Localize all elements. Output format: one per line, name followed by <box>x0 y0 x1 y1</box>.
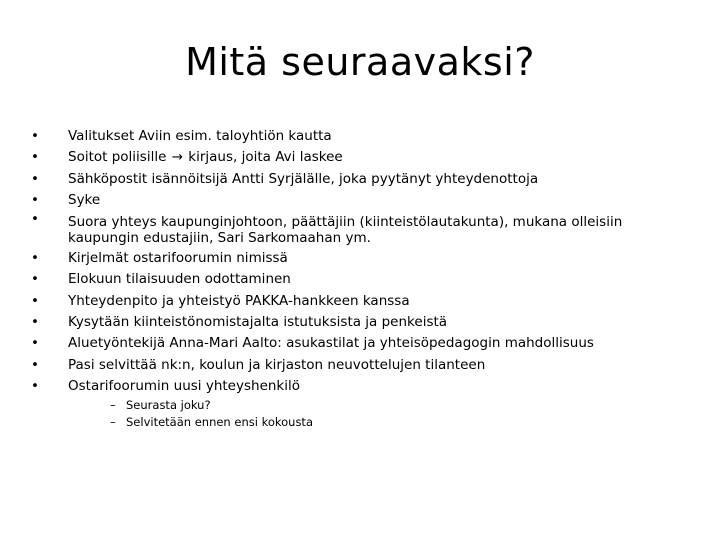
sub-bullet-list <box>68 397 670 431</box>
sub-bullet-item <box>68 397 670 414</box>
bullet-text: Elokuun tilaisuuden odottaminen <box>68 271 291 288</box>
bullet-dot-icon: • <box>31 250 39 267</box>
bullet-text-after: kirjaus, joita Avi laskee <box>184 149 343 166</box>
bullet-item <box>30 147 670 168</box>
arrow-right-icon: → <box>171 149 183 166</box>
bullet-dot-icon: • <box>31 191 39 208</box>
bullet-item <box>30 333 670 354</box>
bullet-item <box>30 291 670 312</box>
bullet-dot-icon: • <box>31 170 39 187</box>
bullet-item <box>30 269 670 290</box>
bullet-text: Valitukset Aviin esim. taloyhtiön kautta <box>68 128 332 144</box>
bullet-dot-icon: • <box>31 149 39 166</box>
bullet-dot-icon: • <box>31 356 39 373</box>
bullet-text: Ostarifoorumin uusi yhteyshenkilö <box>68 377 301 394</box>
bullet-item <box>30 248 670 269</box>
bullet-item <box>30 211 670 248</box>
bullet-item <box>30 376 670 431</box>
bullet-item <box>30 355 670 376</box>
bullet-text: Syke <box>68 191 101 208</box>
sub-bullet-text: Seurasta joku? <box>126 398 211 413</box>
sub-bullet-text: Selvitetään ennen ensi kokousta <box>126 415 313 430</box>
bullet-dot-icon: • <box>31 314 39 331</box>
bullet-item <box>30 190 670 211</box>
bullet-text: Yhteydenpito ja yhteistyö PAKKA-hankkeen kanssa <box>68 292 410 309</box>
bullet-text: Kysytään kiinteistönomistajalta istutuksista ja penkeistä <box>68 314 448 331</box>
bullet-text: Kirjelmät ostarifoorumin nimissä <box>68 250 288 267</box>
bullet-item <box>30 126 670 147</box>
dash-icon: – <box>110 415 116 430</box>
bullet-dot-icon: • <box>31 377 39 394</box>
bullet-text: Aluetyöntekijä Anna-Mari Aalto: asukastilat ja yhteisöpedagogin mahdollisuus <box>68 335 594 352</box>
bullet-dot-icon: • <box>31 335 39 352</box>
bullet-dot-icon: • <box>31 128 39 144</box>
bullet-dot-icon: • <box>31 292 39 309</box>
bullet-item <box>30 312 670 333</box>
bullet-dot-icon: • <box>31 271 39 288</box>
bullet-dot-icon: • <box>31 211 39 228</box>
bullet-text: Pasi selvittää nk:n, koulun ja kirjaston neuvottelujen tilanteen <box>68 356 486 373</box>
bullet-text: Suora yhteys kaupunginjohtoon, päättäjiin (kiinteistölautakunta), mukana olleisiin kaupungin edustajiin, Sari Sarkomaahan ym. <box>68 214 623 247</box>
dash-icon: – <box>110 398 116 413</box>
bullet-item <box>30 169 670 190</box>
slide-title: Mitä seuraavaksi? <box>185 40 535 84</box>
bullet-text: Sähköpostit isännöitsijä Antti Syrjälälle, joka pyytänyt yhteydenottoja <box>68 170 539 187</box>
sub-bullet-item <box>68 414 670 431</box>
bullet-text-before: Soitot poliisille <box>68 149 171 166</box>
bullet-list <box>30 126 670 431</box>
